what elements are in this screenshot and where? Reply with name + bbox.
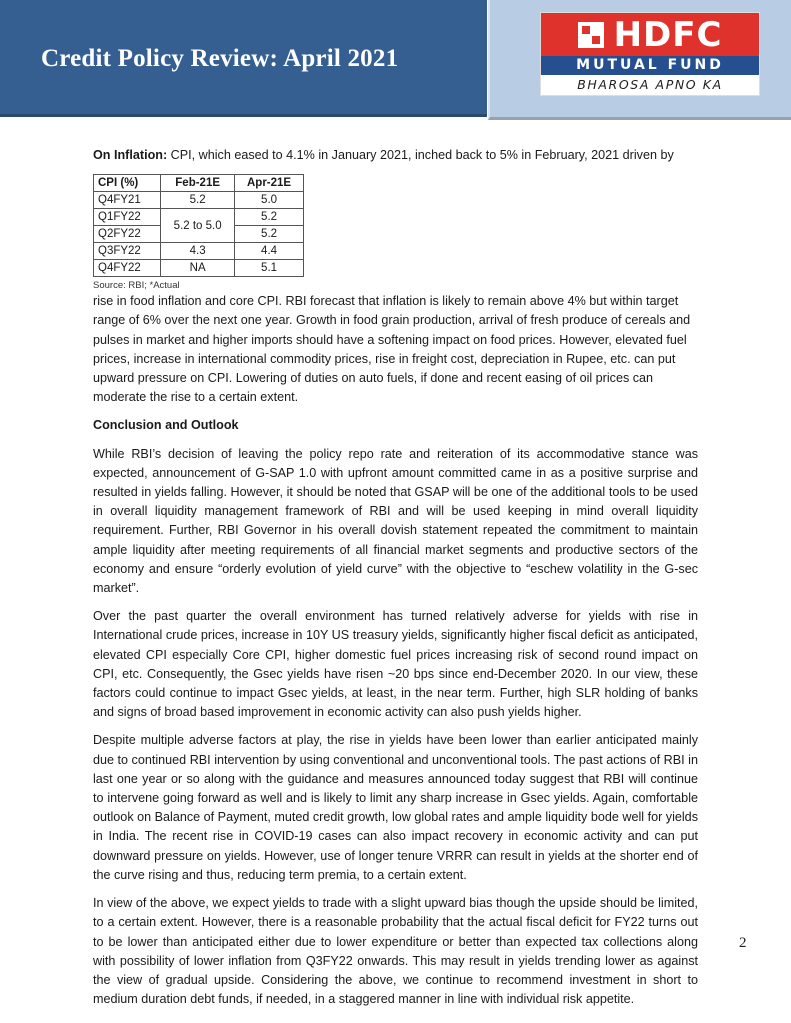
hdfc-logo-mark-icon xyxy=(578,22,604,48)
apr-estimate-cell: 5.2 xyxy=(235,226,304,243)
feb-estimate-cell: NA xyxy=(161,260,235,277)
conclusion-paragraph: Over the past quarter the overall environment has turned relatively adverse for yields with rise in International crude prices, increase in 10Y US treasury yields, significantly higher fiscal deficit as anticipated, elevated CPI especially Core CPI, higher domestic fuel prices increasing risk of second round impact on CPI, etc. Consequently, the Gsec yields have risen ~20 bps since end-December 2020. In our view, these factors could continue to impact Gsec yields, at least, in the near term. Further, high SLR holding of banks and signs of broad based improvement in economic activity can also push yields higher. xyxy=(93,609,698,720)
period-cell: Q1FY22 xyxy=(94,209,161,226)
inflation-text-lead: CPI, which eased to 4.1% in January 2021, inched back to 5% in February, 2021 driven by xyxy=(167,148,674,162)
inflation-text-rest: rise in food inflation and core CPI. RBI forecast that inflation is likely to remain above 4% but within target range of 6% over the next one year. Growth in food grain production, arrival of fresh produce of cereals and pulses in market and higher imports should have a softening impact on food prices. However, elevated fuel prices, increase in international commodity prices, rise in freight cost, depreciation in Rupee, etc. can put upward pressure on CPI. Lowering of duties on auto fuels, if done and recent easing of oil prices can moderate the rise to a certain extent. xyxy=(93,294,691,405)
inflation-paragraph xyxy=(93,146,698,165)
table-header-row xyxy=(94,175,304,192)
table-row xyxy=(94,260,304,277)
table-source-note: Source: RBI; *Actual xyxy=(93,280,180,292)
header-banner xyxy=(0,0,487,117)
apr-estimate-cell: 5.1 xyxy=(235,260,304,277)
column-header: Feb-21E xyxy=(161,175,235,192)
conclusion-paragraph: Despite multiple adverse factors at play, the rise in yields have been lower than earlier anticipated mainly due to continued RBI intervention by using conventional and unconventional tools. The past actions of RBI in last one year or so along with the guidance and measures announced today suggest that RBI will continue to intervene going forward as well and is likely to limit any sharp increase in Gsec yields. Again, comfortable outlook on Balance of Payment, muted credit growth, low global rates and ample liquidity bode well for yields in India. The recent rise in COVID-19 cases can also impact recovery in economic activity and can put downward pressure on yields. However, use of longer tenure VRRR can result in yields at the shorter end of the curve rising and thus, reducing term premia, to a certain extent. xyxy=(93,733,698,882)
conclusion-paragraph: While RBI’s decision of leaving the policy repo rate and reiteration of its accommodative stance was expected, announcement of G-SAP 1.0 with upfront amount committed came in as a positive surprise and resulted in yields falling. However, it should be noted that GSAP will be one of the additional tools to be used in overall liquidity management framework of RBI and will be used keeping in mind overall liquidity requirement. Further, RBI Governor in his overall dovish statement repeated the commitment to maintain ample liquidity after meeting requirements of all financial market segments and productive sectors of the economy and ensure “orderly evolution of yield curve” with the objective to “eschew volatility in the G-sec market”. xyxy=(93,446,698,596)
section-heading-conclusion: Conclusion and Outlook xyxy=(93,418,239,433)
logo-tagline: BHAROSA APNO KA xyxy=(577,77,723,92)
table-row xyxy=(94,192,304,209)
column-header: Apr-21E xyxy=(235,175,304,192)
logo-brand-bar xyxy=(541,13,759,56)
period-cell: Q4FY22 xyxy=(94,260,161,277)
page-number: 2 xyxy=(739,935,747,951)
column-header: CPI (%) xyxy=(94,175,161,192)
feb-estimate-cell: 5.2 to 5.0 xyxy=(161,209,235,243)
page-title: Credit Policy Review: April 2021 xyxy=(41,45,399,72)
table-row xyxy=(94,243,304,260)
apr-estimate-cell: 4.4 xyxy=(235,243,304,260)
feb-estimate-cell: 5.2 xyxy=(161,192,235,209)
document-body xyxy=(93,146,698,1018)
period-cell: Q3FY22 xyxy=(94,243,161,260)
logo-subtitle: MUTUAL FUND xyxy=(541,56,759,75)
period-cell: Q2FY22 xyxy=(94,226,161,243)
period-cell: Q4FY21 xyxy=(94,192,161,209)
hdfc-mutual-fund-logo xyxy=(540,12,760,96)
apr-estimate-cell: 5.2 xyxy=(235,209,304,226)
table-row xyxy=(94,209,304,226)
feb-estimate-cell: 4.3 xyxy=(161,243,235,260)
cpi-forecast-table xyxy=(93,174,304,277)
inflation-label: On Inflation: xyxy=(93,148,168,162)
logo-brand-text: HDFC xyxy=(613,14,723,55)
apr-estimate-cell: 5.0 xyxy=(235,192,304,209)
conclusion-paragraph: In view of the above, we expect yields to trade with a slight upward bias though the upside should be limited, to a certain extent. However, there is a reasonable probability that the actual fiscal deficit for FY22 turns out to be lower than anticipated either due to lower expenditure or better than expected tax collections along with possibility of lower inflation from Q3FY22 onwards. This may result in yields trending lower as against the view of gradual upside. Considering the above, we continue to recommend investment in short to medium duration debt funds, if needed, in a staggered manner in line with individual risk appetite. xyxy=(93,896,698,1007)
